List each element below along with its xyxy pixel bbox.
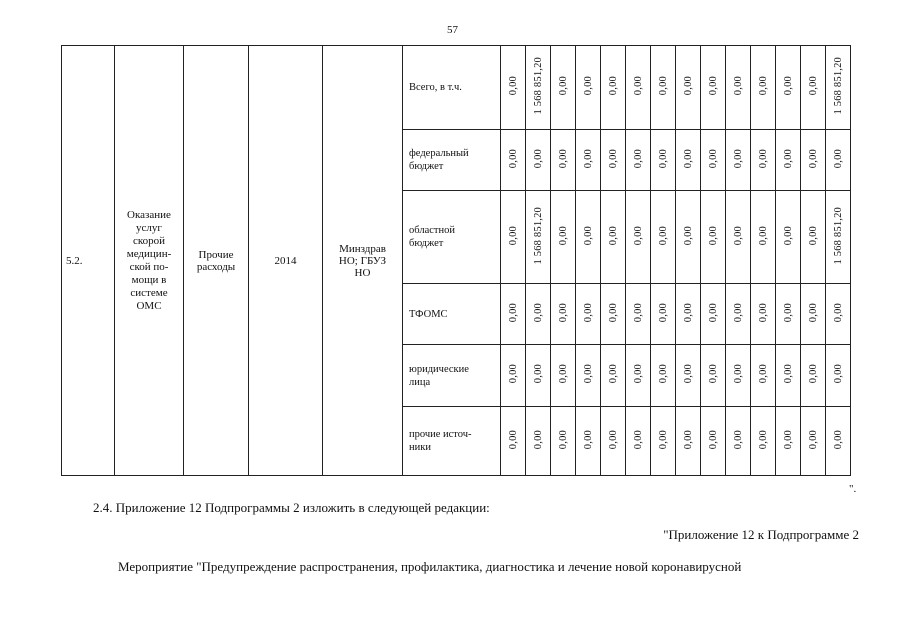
value-cell [526,46,551,130]
value-cell [751,407,776,476]
funding-source-line: юридические [409,363,469,375]
funding-source [403,407,501,476]
funding-source-line: Всего, в т.ч. [409,82,462,93]
value-cell [751,284,776,345]
value-cell [726,284,751,345]
measure-name-line: ской по- [129,260,169,273]
value-text: 0,00 [632,364,644,384]
value-cell [576,345,601,407]
value-text: 0,00 [557,364,569,384]
funding-source [403,345,501,407]
value-text: 0,00 [807,429,819,450]
value-text: 1 568 851,20 [532,57,544,115]
value-text: 0,00 [607,364,619,384]
expense-type-line: Прочие [198,248,234,261]
value-text: 0,00 [632,76,644,96]
value-cell [651,284,676,345]
value-cell [651,345,676,407]
value-text: 0,00 [707,429,719,450]
value-cell [751,46,776,130]
value-text: 0,00 [582,148,594,169]
value-text: 0,00 [557,225,569,246]
value-text: 0,00 [757,76,769,96]
value-cell [626,46,651,130]
row-code: 5.2. [62,46,115,476]
value-text: 0,00 [532,148,544,169]
closing-quote: ". [849,483,857,495]
measure-name [115,46,184,476]
value-cell [626,345,651,407]
funding-source [403,46,501,130]
value-text: 0,00 [807,225,819,246]
measure-title: Мероприятие "Предупреждение распространения, профилактика, диагностика и лечение новой коронавирусной [118,559,742,574]
value-cell [701,407,726,476]
value-text: 0,00 [582,302,594,323]
value-cell [801,191,826,284]
value-cell [676,345,701,407]
value-text: 0,00 [632,302,644,323]
value-cell [826,130,851,191]
value-cell [551,345,576,407]
measure-name-line: Оказание [127,208,171,221]
value-cell [751,191,776,284]
value-text: 0,00 [807,364,819,384]
value-cell [726,191,751,284]
value-text: 0,00 [757,364,769,384]
value-cell [801,46,826,130]
value-text: 0,00 [782,364,794,384]
value-text: 0,00 [607,148,619,169]
value-cell [826,191,851,284]
value-text: 0,00 [782,148,794,169]
value-cell [526,345,551,407]
value-cell [551,46,576,130]
value-text: 0,00 [582,225,594,246]
value-cell [526,284,551,345]
funding-source-line: бюджет [409,161,444,172]
measure-name-line: системе [130,286,168,299]
value-text: 0,00 [607,76,619,96]
value-text: 0,00 [632,148,644,169]
value-cell [701,130,726,191]
executor-line: НО [354,266,371,279]
value-text: 0,00 [557,148,569,169]
value-cell [776,191,801,284]
value-text: 0,00 [507,429,519,450]
value-cell [701,284,726,345]
expense-type [184,46,249,476]
value-text: 0,00 [707,76,719,96]
value-text: 1 568 851,20 [832,57,844,115]
value-text: 0,00 [757,302,769,323]
value-cell [751,130,776,191]
value-text: 0,00 [782,429,794,450]
value-cell [576,191,601,284]
value-text: 0,00 [782,76,794,96]
value-text: 0,00 [607,429,619,450]
table-row [62,46,851,130]
value-text: 0,00 [757,429,769,450]
value-cell [576,407,601,476]
funding-source [403,191,501,284]
value-text: 0,00 [657,429,669,450]
value-cell [501,191,526,284]
value-text: 0,00 [707,302,719,323]
value-text: 0,00 [682,429,694,450]
value-cell [526,191,551,284]
value-cell [601,46,626,130]
value-text: 0,00 [582,76,594,96]
value-cell [726,46,751,130]
page-number: 57 [447,24,458,36]
value-text: 0,00 [582,429,594,450]
paragraph-instruction: 2.4. Приложение 12 Подпрограммы 2 изложить в следующей редакции: [93,500,490,515]
value-cell [626,130,651,191]
value-text: 0,00 [732,429,744,450]
value-text: 0,00 [632,225,644,246]
value-cell [601,191,626,284]
value-cell [751,345,776,407]
value-cell [776,130,801,191]
value-cell [626,407,651,476]
funding-source-line: ТФОМС [409,308,448,320]
value-cell [501,46,526,130]
value-cell [651,407,676,476]
value-text: 0,00 [507,302,519,323]
value-cell [676,191,701,284]
executor-line: НО; ГБУЗ [338,254,387,267]
value-text: 0,00 [507,148,519,169]
value-text: 0,00 [607,302,619,323]
value-cell [701,345,726,407]
funding-source-line: прочие источ- [409,429,472,440]
value-text: 0,00 [757,148,769,169]
value-text: 0,00 [707,148,719,169]
value-text: 0,00 [657,76,669,96]
measure-name-line: мощи в [131,273,167,286]
budget-table [61,45,851,476]
funding-source-line: федеральный [409,148,469,159]
value-cell [601,345,626,407]
value-text: 0,00 [682,225,694,246]
value-cell [776,46,801,130]
value-cell [501,407,526,476]
value-text: 0,00 [557,429,569,450]
value-text: 0,00 [707,225,719,246]
measure-name-line: услуг [136,221,162,234]
value-text: 0,00 [657,148,669,169]
value-cell [826,284,851,345]
value-cell [551,407,576,476]
value-cell [676,130,701,191]
year: 2014 [249,46,323,476]
value-cell [801,130,826,191]
value-text: 0,00 [682,76,694,96]
value-cell [701,46,726,130]
value-cell [601,130,626,191]
value-cell [651,46,676,130]
value-text: 0,00 [507,76,519,96]
value-text: 0,00 [532,429,544,450]
value-text: 0,00 [782,302,794,323]
value-text: 0,00 [682,302,694,323]
value-text: 0,00 [557,76,569,96]
value-text: 1 568 851,20 [832,206,844,265]
value-text: 0,00 [682,148,694,169]
value-cell [526,407,551,476]
value-text: 0,00 [832,429,844,450]
measure-name-line: медицин- [126,247,172,260]
value-text: 0,00 [807,302,819,323]
value-cell [651,191,676,284]
value-text: 0,00 [807,76,819,96]
value-cell [801,284,826,345]
funding-source-line: бюджет [409,238,444,249]
value-text: 0,00 [607,225,619,246]
value-cell [676,407,701,476]
value-text: 0,00 [807,148,819,169]
measure-name-line: ОМС [136,299,162,312]
value-cell [626,284,651,345]
value-cell [826,345,851,407]
appendix-heading: "Приложение 12 к Подпрограмме 2 [663,527,859,542]
value-text: 0,00 [732,364,744,384]
funding-source-line: лица [409,376,431,388]
value-text: 0,00 [682,364,694,384]
value-text: 0,00 [507,364,519,384]
value-cell [726,345,751,407]
value-cell [576,284,601,345]
value-cell [501,345,526,407]
value-text: 0,00 [532,364,544,384]
value-cell [601,407,626,476]
value-cell [526,130,551,191]
value-text: 1 568 851,20 [532,206,544,265]
value-text: 0,00 [657,225,669,246]
value-text: 0,00 [732,76,744,96]
value-text: 0,00 [657,364,669,384]
value-cell [576,46,601,130]
value-cell [551,284,576,345]
value-cell [776,284,801,345]
value-cell [626,191,651,284]
value-cell [776,345,801,407]
value-cell [676,46,701,130]
measure-name-line: скорой [132,234,166,247]
value-cell [601,284,626,345]
value-text: 0,00 [557,302,569,323]
value-text: 0,00 [532,302,544,323]
value-text: 0,00 [507,225,519,246]
value-text: 0,00 [732,225,744,246]
executor-line: Минздрав [339,242,386,255]
value-text: 0,00 [657,302,669,323]
value-cell [501,284,526,345]
value-cell [501,130,526,191]
value-cell [801,407,826,476]
executor [323,46,403,476]
value-cell [651,130,676,191]
value-cell [676,284,701,345]
value-text: 0,00 [832,364,844,384]
value-cell [701,191,726,284]
value-cell [826,46,851,130]
table-body [62,46,851,476]
value-cell [801,345,826,407]
value-cell [576,130,601,191]
value-text: 0,00 [832,302,844,323]
value-cell [551,130,576,191]
value-text: 0,00 [732,148,744,169]
funding-source-line: ники [409,442,431,453]
value-text: 0,00 [782,225,794,246]
funding-source [403,284,501,345]
value-cell [726,130,751,191]
funding-source-line: областной [409,225,455,236]
value-cell [776,407,801,476]
value-text: 0,00 [707,364,719,384]
funding-source [403,130,501,191]
value-text: 0,00 [832,148,844,169]
value-cell [551,191,576,284]
value-text: 0,00 [582,364,594,384]
value-text: 0,00 [632,429,644,450]
value-text: 0,00 [757,225,769,246]
value-cell [726,407,751,476]
value-text: 0,00 [732,302,744,323]
value-cell [826,407,851,476]
expense-type-line: расходы [196,260,236,273]
